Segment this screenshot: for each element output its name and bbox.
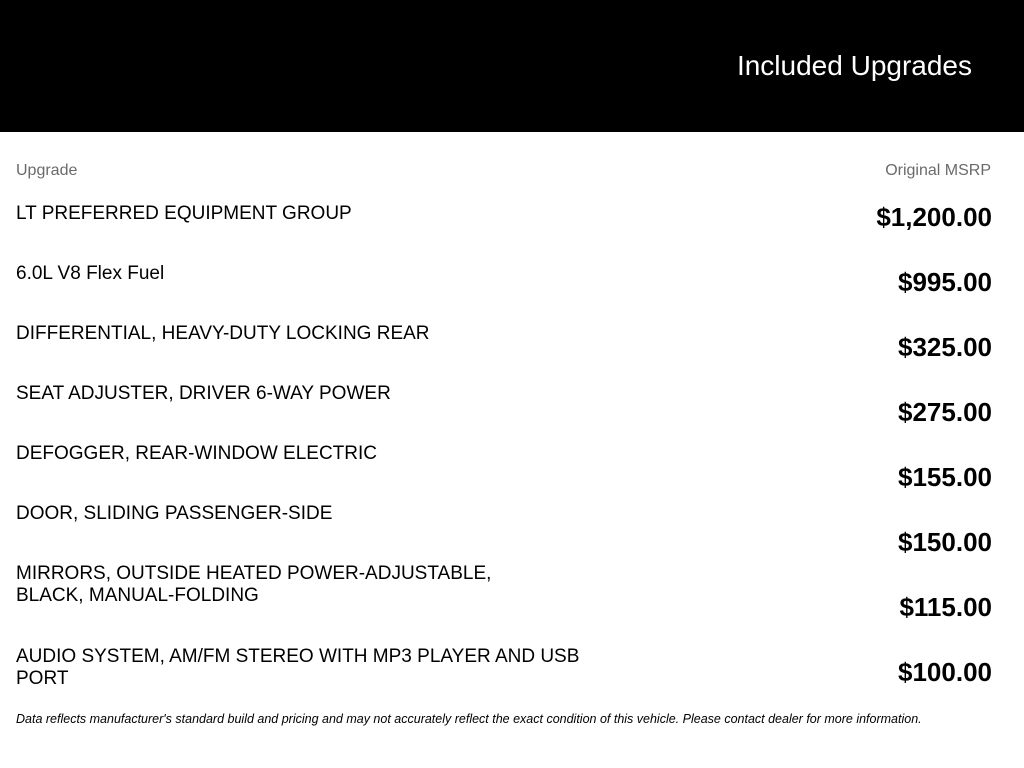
upgrade-price: $995.00	[898, 267, 992, 297]
upgrade-price: $100.00	[898, 657, 992, 687]
upgrade-name: SEAT ADJUSTER, DRIVER 6-WAY POWER	[16, 383, 391, 404]
upgrade-name: LT PREFERRED EQUIPMENT GROUP	[16, 203, 352, 224]
upgrade-price: $155.00	[898, 462, 992, 492]
upgrade-price: $1,200.00	[876, 202, 992, 232]
disclaimer-text: Data reflects manufacturer's standard build and pricing and may not accurately reflect the exact condition of this vehicle. Please contact dealer for more information.	[16, 712, 922, 726]
upgrade-column-header: Upgrade	[16, 162, 78, 179]
upgrade-name: DEFOGGER, REAR-WINDOW ELECTRIC	[16, 443, 378, 464]
upgrade-name: 6.0L V8 Flex Fuel	[16, 263, 165, 284]
header-banner	[0, 0, 1024, 132]
upgrade-name: MIRRORS, OUTSIDE HEATED POWER-ADJUSTABLE, BLACK, MANUAL-FOLDING	[16, 563, 492, 606]
upgrade-price: $325.00	[898, 332, 992, 362]
page-title: Included Upgrades	[736, 50, 972, 81]
upgrade-price: $150.00	[898, 527, 992, 557]
upgrade-price: $275.00	[898, 397, 992, 427]
upgrade-name: DOOR, SLIDING PASSENGER-SIDE	[16, 503, 333, 524]
upgrade-price: $115.00	[899, 592, 992, 622]
msrp-column-header: Original MSRP	[885, 162, 991, 179]
upgrade-name: DIFFERENTIAL, HEAVY-DUTY LOCKING REAR	[16, 323, 430, 344]
upgrade-name: AUDIO SYSTEM, AM/FM STEREO WITH MP3 PLAYER AND USB PORT	[16, 646, 580, 689]
